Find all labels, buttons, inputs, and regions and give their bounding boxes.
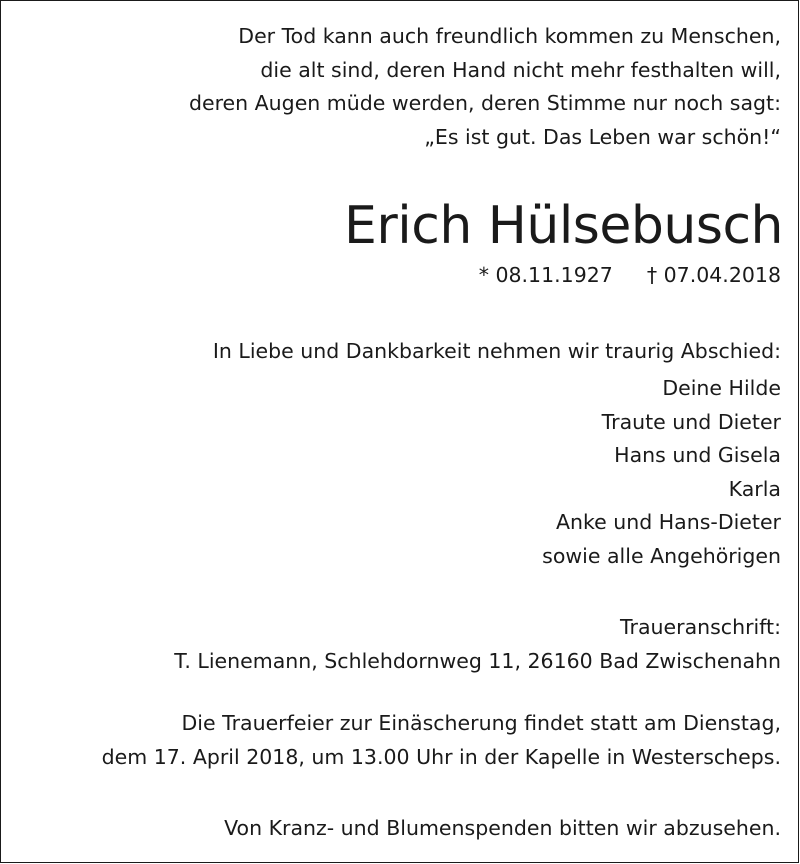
funeral-announcement bbox=[102, 707, 781, 774]
address-value: T. Lienemann, Schlehdornweg 11, 26160 Bad Zwischenahn bbox=[174, 648, 781, 673]
poem-line: „Es ist gut. Das Leben war schön!“ bbox=[424, 124, 781, 149]
mourner-entry: Hans und Gisela bbox=[614, 443, 781, 467]
life-dates bbox=[479, 259, 781, 292]
mourner-entry: sowie alle Angehörigen bbox=[542, 543, 781, 568]
mourner-entry: Deine Hilde bbox=[662, 376, 781, 400]
poem-line: die alt sind, deren Hand nicht mehr festhalten will, bbox=[260, 57, 781, 82]
funeral-line: dem 17. April 2018, um 13.00 Uhr in der Kapelle in Westerscheps. bbox=[101, 744, 781, 769]
address-label: Traueranschrift: bbox=[620, 615, 781, 639]
mourners-list bbox=[542, 372, 781, 573]
funeral-line: Die Trauerfeier zur Einäscherung findet statt am Dienstag, bbox=[181, 711, 781, 735]
mourning-address bbox=[174, 611, 781, 678]
mourner-entry: Traute und Dieter bbox=[601, 409, 781, 434]
mourner-entry: Anke und Hans-Dieter bbox=[555, 510, 781, 534]
poem-line: Der Tod kann auch freundlich kommen zu Menschen, bbox=[238, 24, 781, 48]
death-date: † 07.04.2018 bbox=[646, 263, 781, 287]
deceased-name: Erich Hülsebusch bbox=[344, 196, 783, 256]
farewell-intro: In Liebe und Dankbarkeit nehmen wir traurig Abschied: bbox=[212, 339, 781, 363]
poem bbox=[189, 20, 781, 154]
flowers-note: Von Kranz- und Blumenspenden bitten wir abzusehen. bbox=[224, 816, 781, 840]
mourner-entry: Karla bbox=[728, 476, 781, 501]
birth-date: * 08.11.1927 bbox=[478, 263, 613, 287]
poem-line: deren Augen müde werden, deren Stimme nur noch sagt: bbox=[188, 91, 781, 115]
